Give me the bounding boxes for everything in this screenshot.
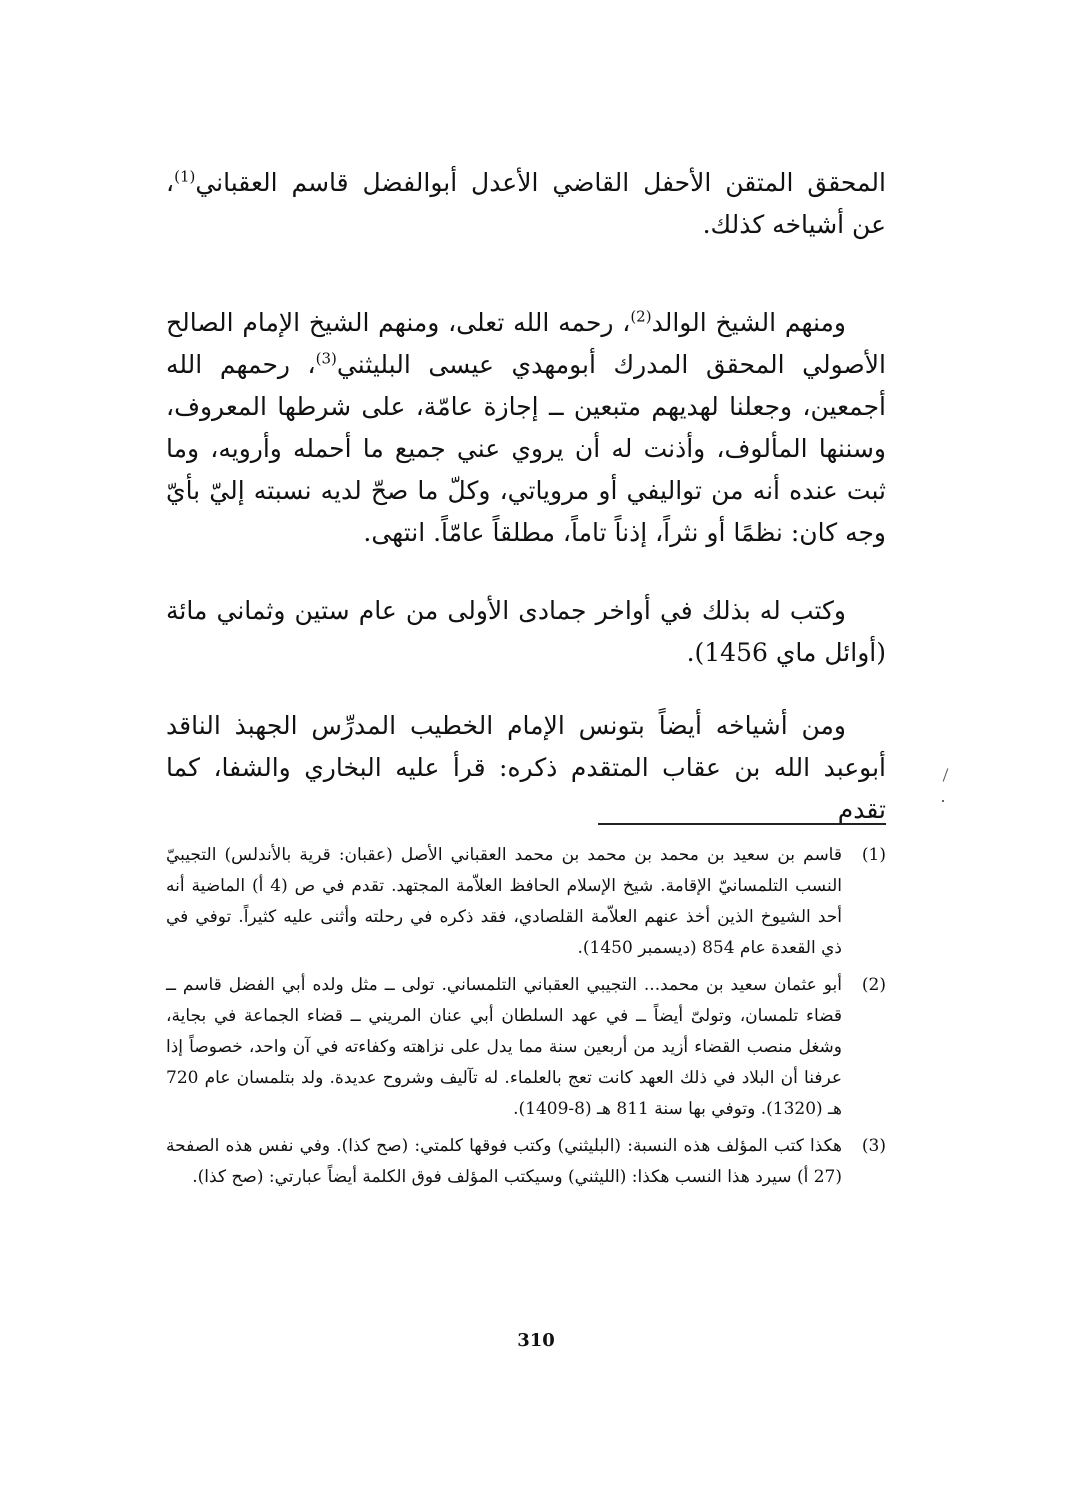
- footnote-2-number: (2): [861, 975, 886, 995]
- footnote-2: [166, 970, 886, 1125]
- paragraph-2: [166, 302, 886, 554]
- footnote-2-text: أبو عثمان سعيد بن محمد... التجيبي العقباني التلمساني. تولى ــ مثل ولده أبي الفضل قاسم ــ قضاء تلمسان، وتولىّ أيضاً ــ في عهد السلطان أبي عنان المريني ــ قضاء الجماعة في بجاية، وشغل منصب القضاء أزيد من أربعين سنة مما يدل على نزاهته وكفاءته في آن واحد، خصوصاً إذا عرفنا أن البلاد في ذلك العهد كانت تعج بالعلماء. له تآليف وشروح عديدة. ولد بتلمسان عام 720 هـ (1320). وتوفي بها سنة 811 هـ (8-1409).: [166, 975, 842, 1119]
- paragraph-3-text: وكتب له بذلك في أواخر جمادى الأولى من عام ستين وثماني مائة (أوائل ماي 1456).: [166, 596, 886, 667]
- paragraph-1-text-b: ، عن أشياخه كذلك.: [166, 168, 886, 239]
- footnote-ref-2: (2): [630, 307, 652, 326]
- paragraph-4: [166, 705, 886, 831]
- footnote-1-number: (1): [861, 845, 886, 865]
- footnote-1: [166, 840, 886, 964]
- footnote-3: [166, 1131, 886, 1193]
- footnote-separator: [598, 823, 886, 825]
- paragraph-2-text-c: ، رحمهم الله أجمعين، وجعلنا لهديهم متبعين ــ إجازة عامّة، على شرطها المعروف، وسننها المألوف، وأذنت له أن يروي عني جميع ما أحمله وأرويه، وما ثبت عنده أنه من تواليفي أو مروياتي، وكلّ ما صحّ لديه نسبته إليّ بأيّ وجه كان: نظمًا أو نثراً، إذناً تاماً، مطلقاً عامّاً. انتهى.: [166, 350, 886, 547]
- paragraph-2-text-b: ، رحمه الله تعلى، ومنهم الشيخ الإمام الصالح الأصولي المحقق المدرك أبومهدي عيسى البليثني: [166, 308, 886, 379]
- paragraph-1: [166, 162, 886, 246]
- paragraph-4-text: ومن أشياخه أيضاً بتونس الإمام الخطيب المدرِّس الجهبذ الناقد أبوعبد الله بن عقاب المتقدم ذكره: قرأ عليه البخاري والشفا، كما تقدم: [166, 711, 886, 824]
- footnote-3-number: (3): [861, 1136, 886, 1156]
- footnote-1-text: قاسم بن سعيد بن محمد بن محمد بن محمد العقباني الأصل (عقبان: قرية بالأندلس) التجيبيّ النسب التلمسانيّ الإقامة. شيخ الإسلام الحافظ العلاّمة المجتهد. تقدم في ص (4 أ) الماضية أنه أحد الشيوخ الذين أخذ عنهم العلاّمة القلصادي، فقد ذكره في رحلته وأثنى عليه كثيراً. توفي في ذي القعدة عام 854 (ديسمبر 1450).: [166, 845, 842, 958]
- paragraph-2-text-a: ومنهم الشيخ الوالد: [651, 308, 846, 337]
- margin-dot: [942, 800, 944, 802]
- page-number: 310: [517, 1330, 555, 1351]
- paragraph-3: [166, 590, 886, 674]
- footnote-3-text: هكذا كتب المؤلف هذه النسبة: (البليثني) وكتب فوقها كلمتي: (صح كذا). وفي نفس هذه الصفحة (27 أ) سيرد هذا النسب هكذا: (الليثني) وسيكتب المؤلف فوق الكلمة أيضاً عبارتي: (صح كذا).: [166, 1136, 842, 1187]
- footnote-ref-3: (3): [315, 349, 337, 368]
- footnotes: [166, 840, 886, 1199]
- margin-mark: [943, 768, 949, 781]
- footnote-ref-1: (1): [174, 167, 196, 186]
- paragraph-1-text-a: المحقق المتقن الأحفل القاضي الأعدل أبوالفضل قاسم العقباني: [195, 168, 886, 197]
